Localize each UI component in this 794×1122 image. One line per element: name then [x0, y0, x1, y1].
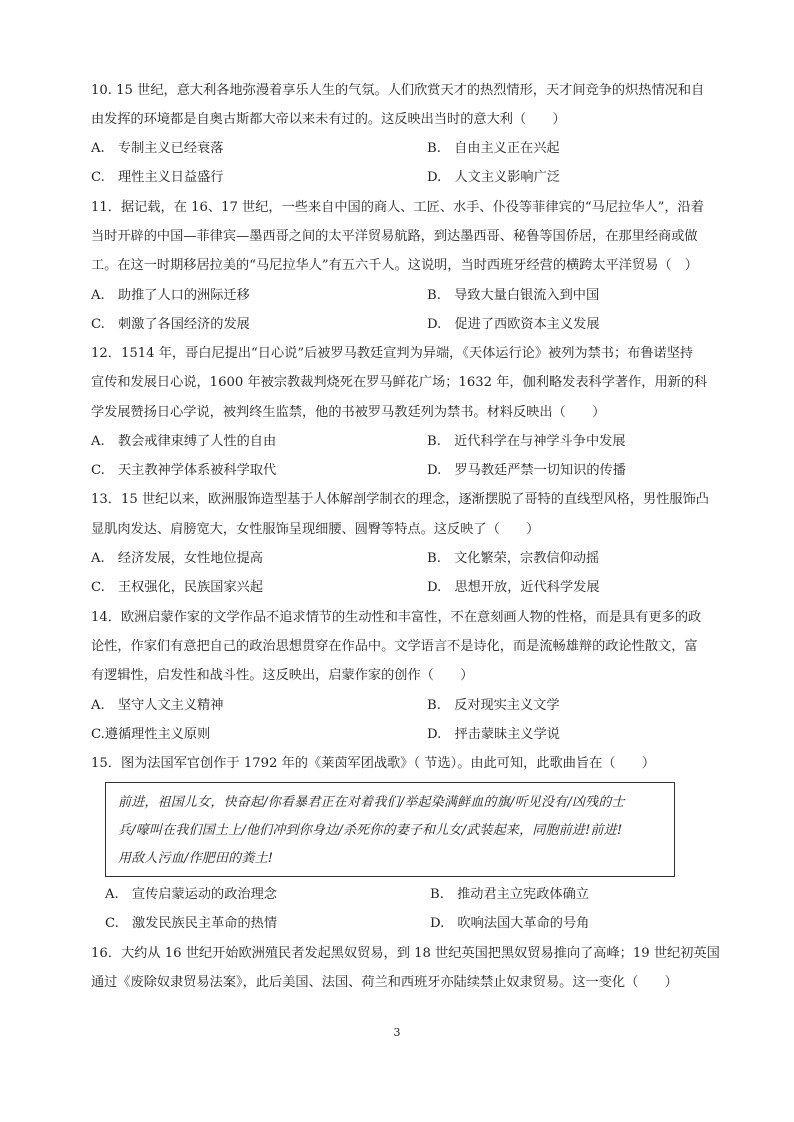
q12-option-c: C. 天主教神学体系被科学取代: [91, 463, 277, 478]
q11-line-3: 工。在这一时期移居拉美的“马尼拉华人”有五六千人。这说明，当时西班牙经营的横跨太平洋贸易（ ）: [91, 258, 698, 273]
q15-option-b: B. 推动君主立宪政体确立: [430, 887, 589, 902]
q13-line-1: 13．15 世纪以来，欧洲服饰造型基于人体解剖学制衣的理念，逐渐摆脱了哥特的直线型风格，男性服饰凸: [91, 492, 709, 507]
q10-line-1: 10. 15 世纪，意大利各地弥漫着享乐人生的气氛。人们欣赏天才的热烈情形，天才间竞争的炽热情况和自: [91, 83, 705, 98]
q10-option-b: B. 自由主义正在兴起: [427, 141, 560, 156]
q14-line-3: 有逻辑性，启发性和战斗性。这反映出，启蒙作家的创作（ ）: [91, 668, 474, 683]
q11-line-2: 当时开辟的中国—菲律宾—墨西哥之间的太平洋贸易航路，到达墨西哥、秘鲁等国侨居，在那里经商或做: [91, 229, 698, 244]
q14-option-b: B. 反对现实主义文学: [427, 698, 560, 713]
q10-option-d: D. 人文主义影响广泛: [427, 170, 560, 185]
q11-option-a: A. 助推了人口的洲际迁移: [91, 288, 250, 303]
q14-option-c: C.遵循理性主义原则: [91, 727, 211, 742]
song-excerpt-box: [105, 782, 675, 877]
q15-option-a: A. 宣传启蒙运动的政治理念: [105, 887, 277, 902]
q13-option-b: B. 文化繁荣，宗教信仰动摇: [427, 551, 600, 566]
q11-option-b: B. 导致大量白银流入到中国: [427, 288, 600, 303]
q13-option-d: D. 思想开放，近代科学发展: [427, 580, 600, 595]
page-number: 3: [393, 1026, 401, 1039]
q12-option-a: A. 教会戒律束缚了人性的自由: [91, 434, 277, 449]
q14-option-a: A. 坚守人文主义精神: [91, 698, 224, 713]
song-excerpt-line-1: 前进，祖国儿女，快奋起/你看暴君正在对着我们/举起染满鲜血的旗/听见没有/凶残的士: [118, 795, 625, 810]
q13-option-c: C. 王权强化，民族国家兴起: [91, 580, 264, 595]
q11-option-d: D. 促进了西欧资本主义发展: [427, 317, 600, 332]
q15-option-c: C. 激发民族民主革命的热情: [105, 916, 278, 931]
q12-line-1: 12．1514 年，哥白尼提出“日心说”后被罗马教廷宣判为异端，《天体运行论》被列为禁书；布鲁诺坚持: [91, 346, 694, 361]
q12-line-2: 宣传和发展日心说，1600 年被宗教裁判烧死在罗马鲜花广场；1632 年，伽利略发表科学著作，用新的科: [91, 375, 708, 390]
q13-line-2: 显肌肉发达、肩膀宽大，女性服饰呈现细腰、圆臀等特点。这反映了（ ）: [91, 522, 540, 537]
q12-option-d: D. 罗马教廷严禁一切知识的传播: [427, 463, 626, 478]
q13-option-a: A. 经济发展，女性地位提高: [91, 551, 263, 566]
q15-option-d: D. 吹响法国大革命的号角: [430, 916, 590, 931]
q14-line-2: 论性，作家们有意把自己的政治思想贯穿在作品中。文学语言不是诗化，而是流畅雄辩的政论性散文，富: [91, 639, 698, 654]
q10-option-c: C. 理性主义日益盛行: [91, 170, 224, 185]
song-excerpt-line-2: 兵/嚎叫在我们国土上/他们冲到你身边/杀死你的妻子和儿女/武装起来，同胞前进!前进!: [118, 823, 623, 838]
q10-option-a: A. 专制主义已经衰落: [91, 141, 224, 156]
q15-line-1: 15．图为法国军官创作于 1792 年的《莱茵军团战歌》（ 节选）。由此可知，此歌曲旨在（ ）: [91, 756, 656, 771]
q14-option-d: D. 抨击蒙昧主义学说: [427, 727, 560, 742]
q12-line-3: 学发展赞扬日心学说，被判终生监禁，他的书被罗马教廷列为禁书。材料反映出（ ）: [91, 405, 606, 420]
q16-line-2: 通过《废除奴隶贸易法案》，此后美国、法国、荷兰和西班牙亦陆续禁止奴隶贸易。这一变化（ ）: [91, 975, 678, 990]
q10-line-2: 由发挥的环境都是自奥古斯都大帝以来未有过的。这反映出当时的意大利（ ）: [91, 112, 566, 127]
q11-line-1: 11．据记载，在 16、17 世纪，一些来自中国的商人、工匠、水手、仆役等菲律宾的“马尼拉华人”，沿着: [91, 200, 704, 215]
q16-line-1: 16．大约从 16 世纪开始欧洲殖民者发起黑奴贸易，到 18 世纪英国把黑奴贸易推向了高峰；19 世纪初英国: [91, 946, 720, 961]
q11-option-c: C. 刺激了各国经济的发展: [91, 317, 250, 332]
song-excerpt-line-3: 用敌人污血/作肥田的粪土!: [118, 851, 274, 866]
q14-line-1: 14．欧洲启蒙作家的文学作品不追求情节的生动性和丰富性，不在意刻画人物的性格，而是具有更多的政: [91, 610, 702, 625]
q12-option-b: B. 近代科学在与神学斗争中发展: [427, 434, 626, 449]
